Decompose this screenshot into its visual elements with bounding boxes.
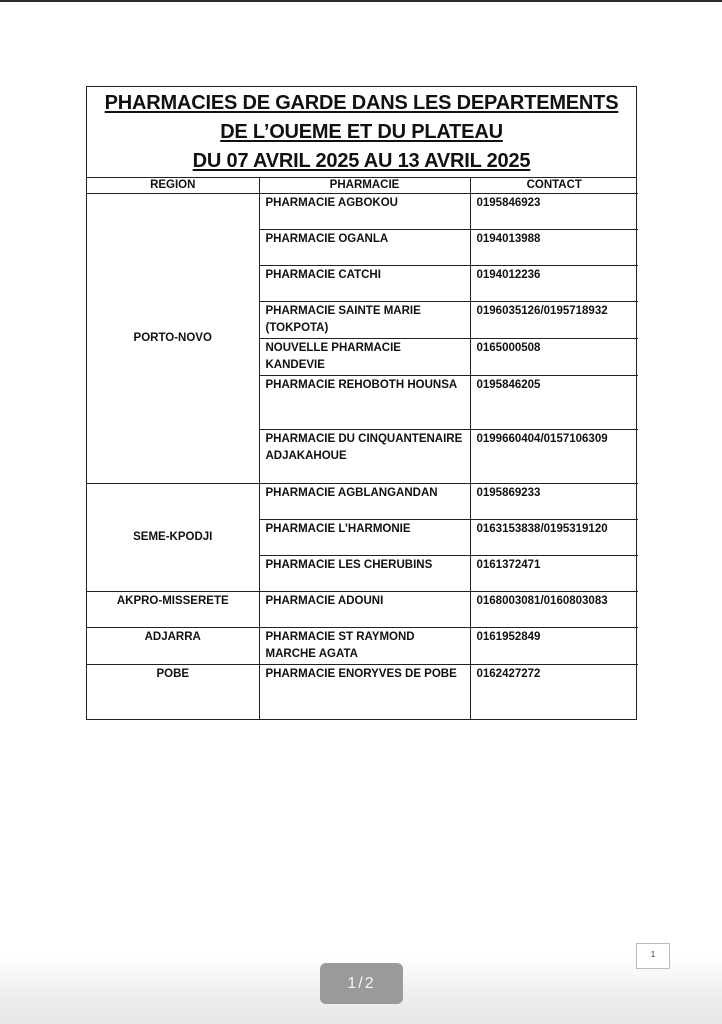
contact-cell: 0161372471: [470, 556, 638, 592]
contact-cell: 0162427272: [470, 665, 638, 719]
document-page: [86, 86, 637, 720]
pharmacy-cell: PHARMACIE DU CINQUANTENAIRE ADJAKAHOUE: [259, 430, 470, 484]
page-number-marker: 1: [636, 943, 670, 969]
title-line-2: DE L’OUEME ET DU PLATEAU: [220, 121, 503, 143]
pharmacy-cell: PHARMACIE CATCHI: [259, 266, 470, 302]
table-row: [87, 484, 638, 520]
pharmacy-cell: NOUVELLE PHARMACIE KANDEVIE: [259, 339, 470, 376]
region-cell: AKPRO-MISSERETE: [87, 592, 259, 628]
pharmacy-cell: PHARMACIE ENORYVES DE POBE: [259, 665, 470, 719]
pharmacy-cell: PHARMACIE ADOUNI: [259, 592, 470, 628]
contact-cell: 0168003081/0160803083: [470, 592, 638, 628]
pharmacy-cell: PHARMACIE OGANLA: [259, 230, 470, 266]
table-row: [87, 665, 638, 719]
pharmacy-cell: PHARMACIE LES CHERUBINS: [259, 556, 470, 592]
header-pharmacy: PHARMACIE: [259, 178, 470, 194]
contact-cell: 0199660404/0157106309: [470, 430, 638, 484]
contact-cell: 0165000508: [470, 339, 638, 376]
table-header-row: [87, 178, 638, 194]
document-title: [87, 87, 636, 178]
pharmacy-cell: PHARMACIE SAINTE MARIE (TOKPOTA): [259, 302, 470, 339]
table-row: [87, 592, 638, 628]
region-cell: ADJARRA: [87, 628, 259, 665]
contact-cell: 0195869233: [470, 484, 638, 520]
contact-cell: 0161952849: [470, 628, 638, 665]
region-cell: POBE: [87, 665, 259, 719]
page-indicator-button[interactable]: 1/2: [320, 963, 403, 1004]
title-line-1: PHARMACIES DE GARDE DANS LES DEPARTEMENTS: [104, 92, 619, 114]
table-row: [87, 194, 638, 230]
window-top-edge: [0, 0, 722, 2]
contact-cell: 0194013988: [470, 230, 638, 266]
pharmacy-cell: PHARMACIE ST RAYMOND MARCHE AGATA: [259, 628, 470, 665]
title-line-3: DU 07 AVRIL 2025 AU 13 AVRIL 2025: [192, 150, 531, 172]
contact-cell: 0194012236: [470, 266, 638, 302]
pharmacy-cell: PHARMACIE REHOBOTH HOUNSA: [259, 376, 470, 430]
pharmacy-cell: PHARMACIE AGBOKOU: [259, 194, 470, 230]
region-cell: SEME-KPODJI: [87, 484, 259, 592]
pharmacy-table: [87, 178, 638, 719]
pharmacy-cell: PHARMACIE AGBLANGANDAN: [259, 484, 470, 520]
pharmacy-cell: PHARMACIE L’HARMONIE: [259, 520, 470, 556]
contact-cell: 0196035126/0195718932: [470, 302, 638, 339]
contact-cell: 0195846923: [470, 194, 638, 230]
header-contact: CONTACT: [470, 178, 638, 194]
region-cell: PORTO-NOVO: [87, 194, 259, 484]
table-row: [87, 628, 638, 665]
contact-cell: 0195846205: [470, 376, 638, 430]
header-region: REGION: [87, 178, 259, 194]
contact-cell: 0163153838/0195319120: [470, 520, 638, 556]
